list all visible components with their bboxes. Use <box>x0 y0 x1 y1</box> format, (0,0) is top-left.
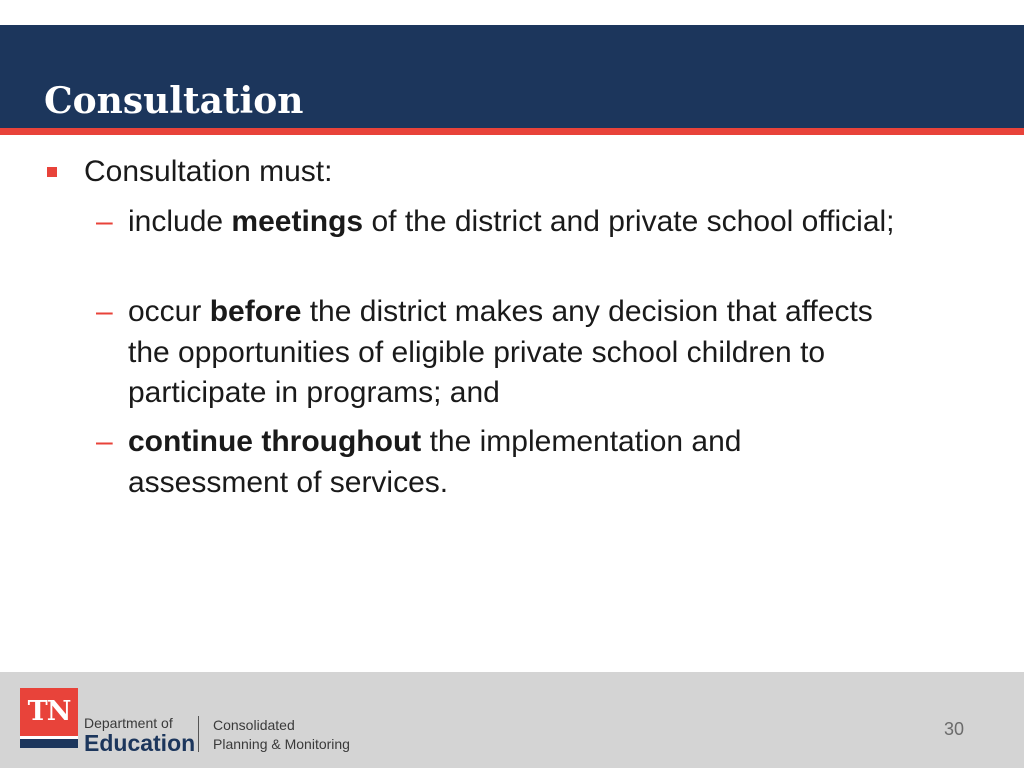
sub-bullet-post: the implementation and assessment of services. <box>128 425 742 499</box>
title-bar <box>0 25 1024 128</box>
department-name: Education <box>84 730 196 756</box>
sub-bullet-emphasis: before <box>209 295 302 328</box>
dash-bullet-icon: – <box>96 425 113 458</box>
dash-bullet-icon: – <box>96 295 113 328</box>
sub-bullet-continue <box>128 422 908 503</box>
sub-bullet-post: the district makes any decision that affects the opportunities of eligible private school children to participate in programs; and <box>128 295 873 409</box>
slide-title: Consultation <box>44 80 304 122</box>
sub-bullet-emphasis: continue throughout <box>128 425 422 458</box>
square-bullet-icon <box>47 167 57 177</box>
footer-divider <box>198 716 199 752</box>
sub-bullet-post: of the district and private school official; <box>363 205 895 238</box>
page-number: 30 <box>943 719 964 739</box>
sub-bullet-emphasis: meetings <box>231 205 364 238</box>
sub-bullet-before <box>128 292 908 414</box>
program-label-line1: Consolidated <box>213 717 295 733</box>
sub-bullet-pre: occur <box>128 295 210 328</box>
sub-bullet-pre: include <box>128 205 232 238</box>
tn-logo <box>20 688 78 748</box>
sub-bullet-meetings <box>128 202 908 243</box>
footer-bar <box>0 672 1024 768</box>
tn-logo-text: TN <box>20 688 78 736</box>
main-bullet-text: Consultation must: <box>84 155 333 188</box>
dash-bullet-icon: – <box>96 205 113 238</box>
title-accent-stripe <box>0 128 1024 135</box>
logo-stripe <box>20 739 78 748</box>
program-label-line2: Planning & Monitoring <box>213 736 350 752</box>
department-label: Department of <box>84 715 173 731</box>
